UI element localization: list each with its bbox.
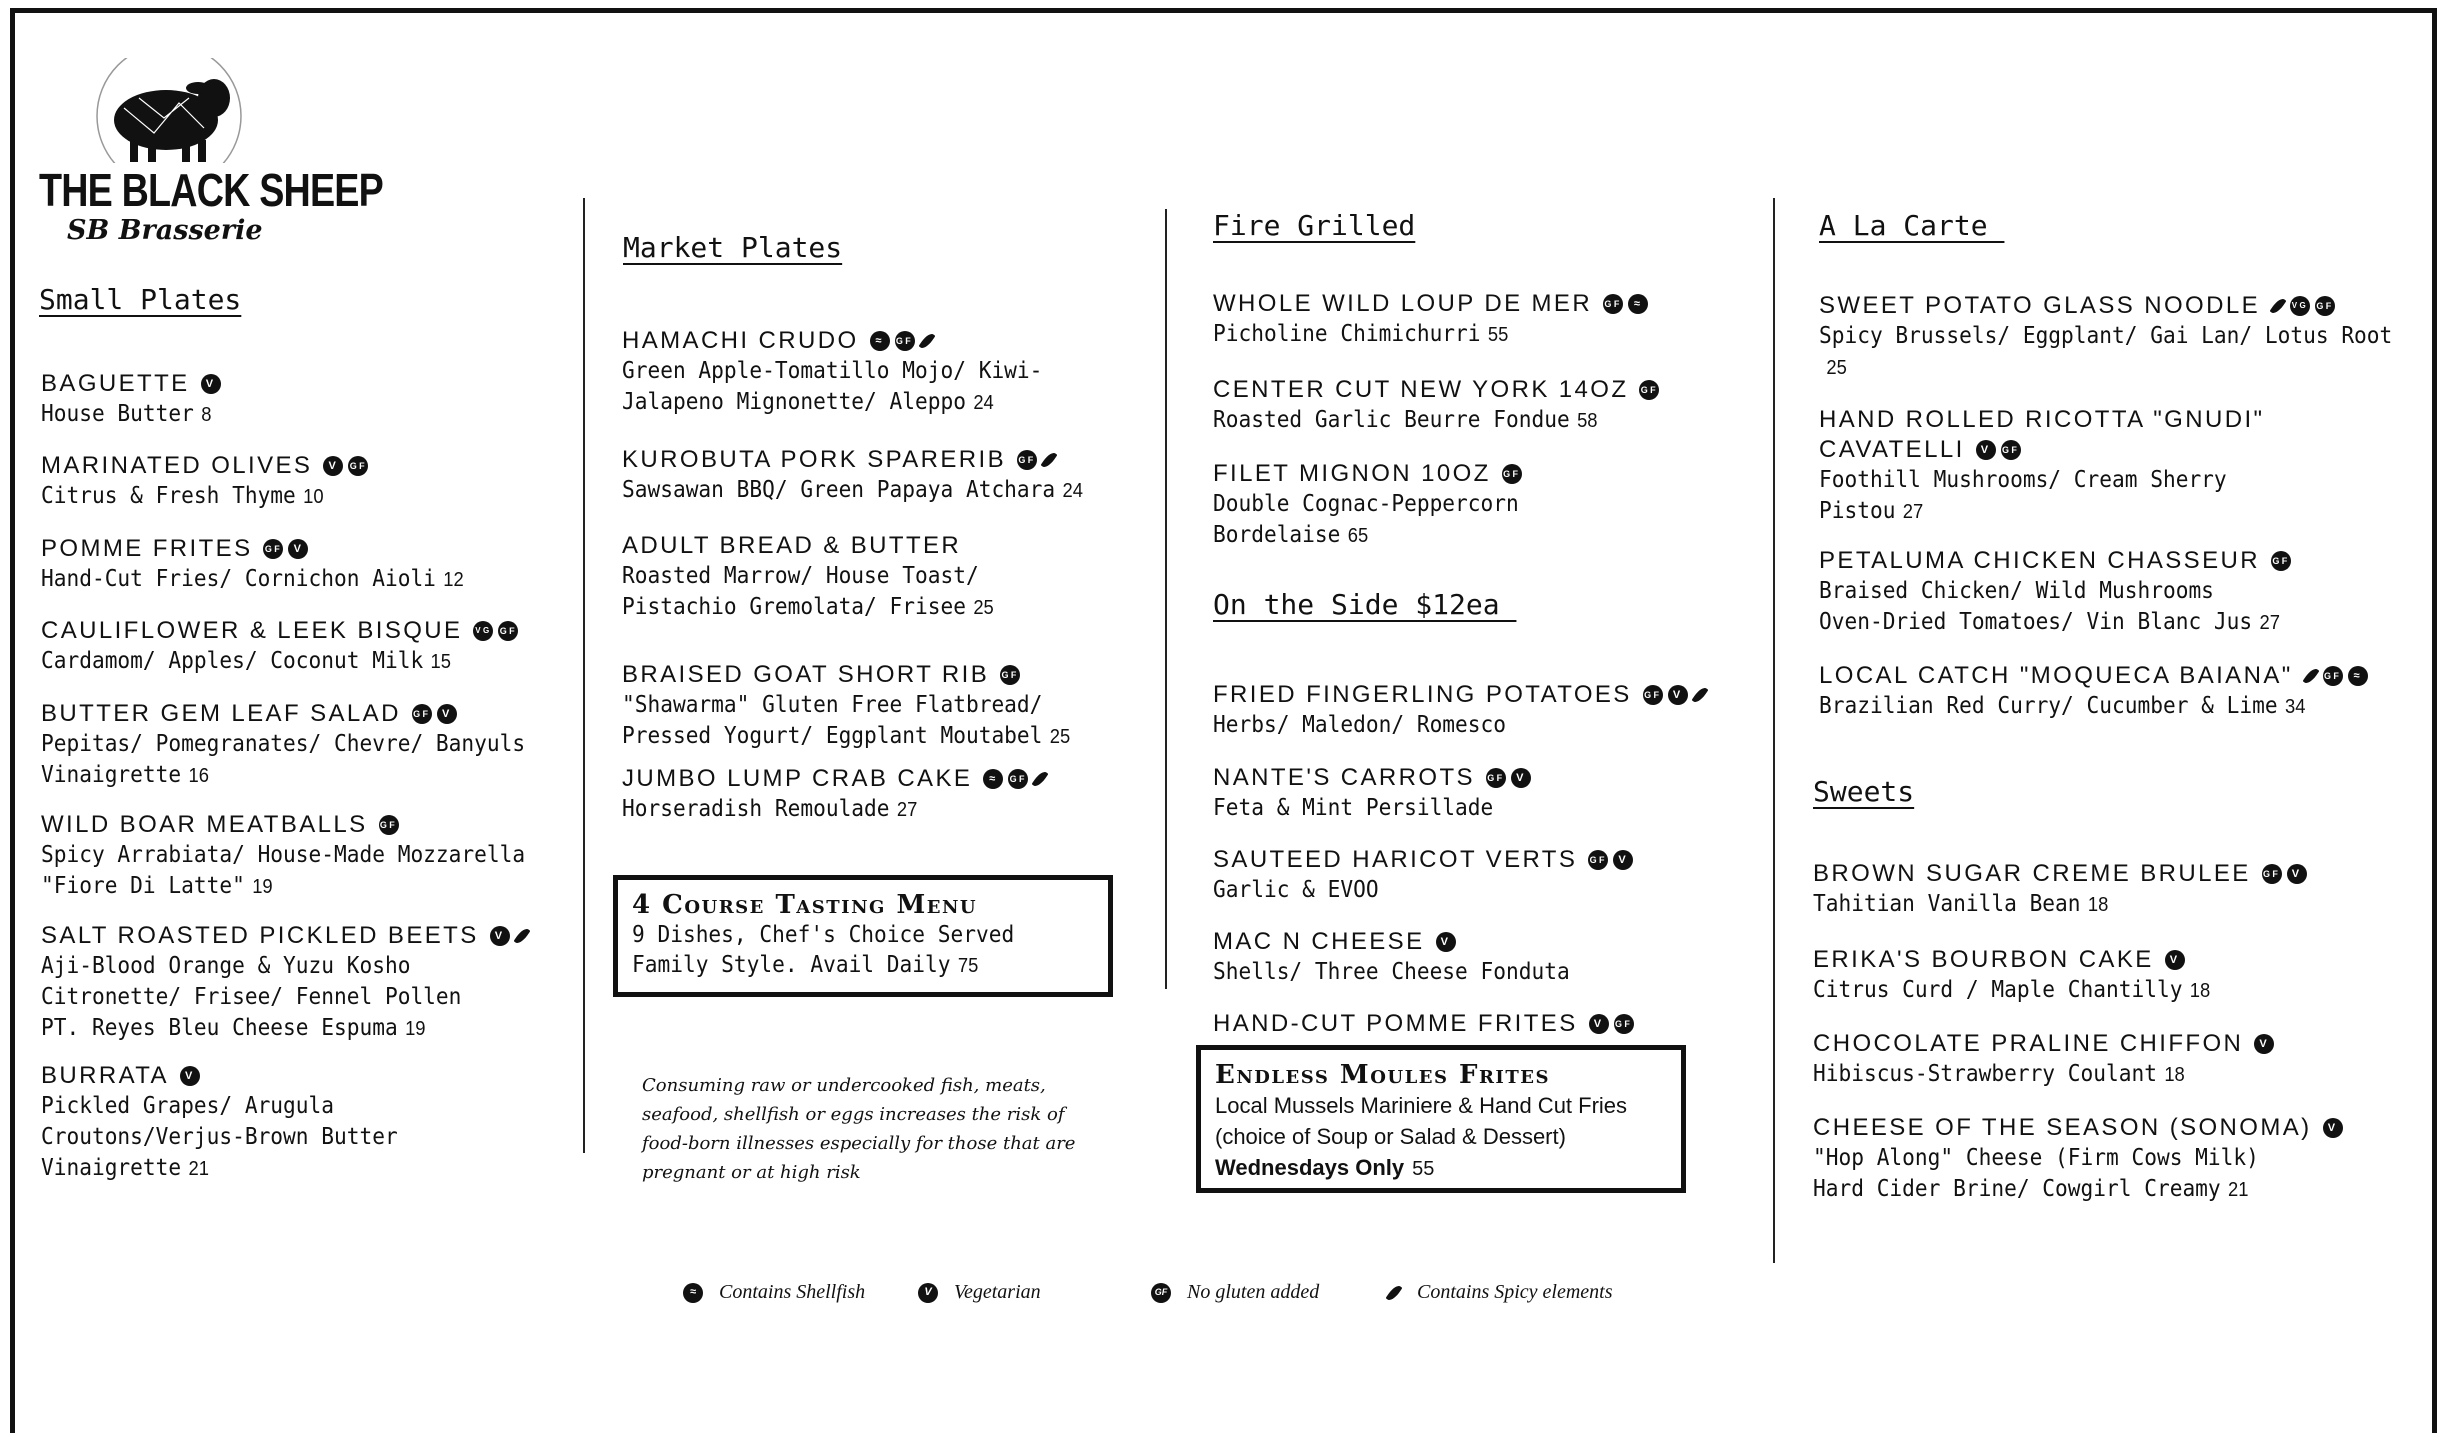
menu-item [1213, 459, 1545, 552]
menu-item-description-text: Roasted Garlic Beurre Fondue [1213, 407, 1570, 433]
menu-item-description-text: Spicy Brussels/ Eggplant/ Gai Lan/ Lotus Root [1819, 323, 2393, 349]
menu-item-price: 25 [973, 597, 994, 619]
menu-item-price: 21 [188, 1158, 209, 1180]
menu-item-name-row [1819, 661, 2368, 691]
menu-item-description [622, 387, 1042, 419]
menu-item [41, 451, 368, 513]
moules-line1: Local Mussels Mariniere & Hand Cut Fries [1215, 1093, 1628, 1118]
menu-item-name-row [622, 326, 1079, 356]
shellfish-icon: ≈ [683, 1283, 703, 1303]
menu-item-name-row [41, 699, 567, 729]
vegetarian-icon: V [323, 456, 343, 476]
menu-item-description-text: Herbs/ Maledon/ Romesco [1213, 712, 1507, 738]
moules-frites-box [1196, 1045, 1686, 1193]
menu-item-name: BURRATA [41, 1062, 169, 1089]
menu-item-description [1213, 710, 1667, 741]
menu-item-description-text: Citrus Curd / Maple Chantilly [1813, 977, 2183, 1003]
menu-item-price: 58 [1577, 410, 1598, 432]
menu-item-description-text: Citronette/ Frisee/ Fennel Pollen [41, 984, 462, 1010]
menu-item-name: CHEESE OF THE SEASON (SONOMA) [1813, 1114, 2312, 1141]
legend-shellfish-label: Contains Shellfish [719, 1281, 866, 1303]
moules-price: 55 [1412, 1158, 1435, 1180]
menu-item-name: BUTTER GEM LEAF SALAD [41, 700, 401, 727]
menu-item-name: ERIKA'S BOURBON CAKE [1813, 946, 2154, 973]
menu-item-price: 27 [2259, 612, 2280, 634]
menu-item-price: 10 [303, 486, 324, 508]
menu-item-description [41, 399, 211, 431]
shellfish-icon: ≈ [983, 769, 1003, 789]
menu-item-name: HAMACHI CRUDO [622, 327, 859, 354]
spicy-icon [918, 331, 935, 350]
menu-item-price: 27 [1902, 501, 1924, 523]
menu-item-description [1819, 607, 2280, 639]
menu-item-description-text: Pressed Yogurt/ Eggplant Moutabel [622, 723, 1043, 749]
menu-item-description [1819, 496, 2234, 528]
menu-item-description [1819, 576, 2280, 607]
menu-item [41, 699, 567, 792]
menu-item [41, 810, 567, 903]
menu-item-name: FILET MIGNON 10OZ [1213, 460, 1491, 487]
menu-item [1819, 291, 2442, 384]
menu-item-description-text: Foothill Mushrooms/ Cream Sherry [1819, 467, 2227, 493]
gluten-free-icon: GF [2323, 666, 2343, 686]
menu-item-description [41, 1122, 398, 1153]
menu-item-name-row [622, 531, 1026, 561]
vegetarian-icon: V [437, 704, 457, 724]
menu-item-name: HAND-CUT POMME FRITES [1213, 1010, 1578, 1037]
vegetarian-icon: V [1589, 1014, 1609, 1034]
menu-item-description [1819, 352, 2392, 384]
menu-item-description-text: "Shawarma" Gluten Free Flatbread/ [622, 692, 1043, 718]
gluten-free-icon: GF [1017, 450, 1037, 470]
menu-item-description-text: Hibiscus-Strawberry Coulant [1813, 1061, 2157, 1087]
menu-item-name: SALT ROASTED PICKLED BEETS [41, 922, 479, 949]
menu-page [10, 8, 2437, 1433]
menu-item-price: 19 [405, 1018, 426, 1040]
menu-item-name-row [1819, 291, 2442, 321]
menu-item-description-text: Green Apple-Tomatillo Mojo/ Kiwi- [622, 358, 1043, 384]
menu-item-description [41, 982, 490, 1013]
gluten-free-icon: GF [1643, 685, 1663, 705]
menu-item [1819, 405, 2270, 528]
vegetarian-icon: V [1976, 440, 1996, 460]
menu-item-description [1213, 319, 1613, 351]
menu-item-description [1819, 321, 2392, 352]
menu-item-name-row [1819, 546, 2320, 576]
menu-item-name-row [1813, 859, 2307, 889]
menu-item-name-row [41, 534, 501, 564]
menu-item-name: SAUTEED HARICOT VERTS [1213, 846, 1578, 873]
menu-item [622, 326, 1079, 419]
menu-item-description-text: Sawsawan BBQ/ Green Papaya Atchara [622, 477, 1056, 503]
menu-item-description [1213, 520, 1519, 552]
restaurant-subtitle: SB Brasserie [67, 215, 263, 246]
gluten-free-icon: GF [1000, 665, 1020, 685]
menu-item-description-text: Bordelaise [1213, 522, 1341, 548]
menu-item-price: 25 [1049, 726, 1071, 748]
menu-item [41, 369, 226, 431]
menu-item-description-text: Horseradish Remoulade [622, 796, 890, 822]
gluten-free-icon: GF [1614, 1014, 1634, 1034]
legend-shellfish [683, 1281, 865, 1304]
menu-item-description [41, 760, 525, 792]
menu-item-description-text: PT. Reyes Bleu Cheese Espuma [41, 1015, 398, 1041]
menu-item-name: LOCAL CATCH "MOQUECA BAIANA" [1819, 662, 2293, 689]
gluten-free-icon: GF [1008, 769, 1028, 789]
moules-frites-title: Endless Moules Frites [1215, 1060, 1550, 1090]
menu-item-price: 18 [2087, 894, 2109, 916]
menu-item-description [1813, 889, 2267, 921]
menu-item-description [41, 481, 342, 513]
menu-item-description [622, 794, 1013, 826]
menu-item [1213, 375, 1659, 437]
menu-item-price: 24 [1062, 480, 1083, 502]
menu-item-name-row [41, 1061, 429, 1091]
menu-item-name: HAND ROLLED RICOTTA "GNUDI" [1819, 406, 2265, 433]
menu-item-description [622, 690, 1070, 721]
menu-item [622, 445, 1123, 507]
menu-item-description [1213, 957, 1570, 988]
menu-item-name: CENTER CUT NEW YORK 14OZ [1213, 376, 1629, 403]
spicy-icon [1041, 450, 1058, 469]
section-title-on-the-side: On the Side $12ea [1213, 588, 1517, 621]
menu-item-description [622, 475, 1083, 507]
menu-item [1213, 763, 1531, 824]
menu-item-name-row [1213, 927, 1601, 957]
menu-item [41, 534, 501, 596]
spicy-icon [1691, 685, 1708, 704]
menu-item-description [1213, 405, 1624, 437]
gluten-free-icon: GF [1486, 768, 1506, 788]
menu-item-description [622, 356, 1042, 387]
menu-item-name: BROWN SUGAR CREME BRULEE [1813, 860, 2251, 887]
menu-item-description [1813, 975, 2210, 1007]
menu-item-description-text: Cardamom/ Apples/ Coconut Milk [41, 648, 424, 674]
menu-item-description [1813, 1059, 2237, 1091]
menu-item-name-row [41, 369, 226, 399]
menu-item [1813, 1029, 2274, 1091]
vegetarian-icon: V [288, 539, 308, 559]
tasting-menu-line2 [632, 950, 1057, 981]
section-title-market-plates: Market Plates [623, 231, 843, 264]
gluten-free-icon: GF [1603, 294, 1623, 314]
menu-item-description [41, 840, 525, 871]
tasting-menu-title: 4 Course Tasting Menu [632, 890, 978, 920]
vegetarian-icon: V [1436, 932, 1456, 952]
menu-item-description-text: Pickled Grapes/ Arugula [41, 1093, 335, 1119]
menu-item-description [41, 1091, 398, 1122]
menu-item-description-text: "Fiore Di Latte" [41, 873, 245, 899]
menu-item-name: CAULIFLOWER & LEEK BISQUE [41, 617, 463, 644]
menu-item [622, 764, 1047, 826]
menu-item-price: 34 [2284, 696, 2306, 718]
menu-item-description [41, 564, 464, 596]
menu-item-description-text: Double Cognac-Peppercorn [1213, 491, 1519, 517]
menu-item-description-text: Brazilian Red Curry/ Cucumber & Lime [1819, 693, 2278, 719]
menu-item-name-row [1813, 1029, 2274, 1059]
spicy-icon [1032, 769, 1049, 788]
moules-day: Wednesdays Only [1215, 1155, 1405, 1180]
vegetarian-icon: V [2323, 1118, 2343, 1138]
menu-item [622, 531, 1026, 624]
menu-item-description-text: Feta & Mint Persillade [1213, 795, 1494, 821]
menu-item-description [1813, 1143, 2300, 1174]
shellfish-icon: ≈ [1628, 294, 1648, 314]
menu-item [1813, 859, 2307, 921]
menu-item-name-row [1213, 459, 1545, 489]
gluten-free-icon: GF [263, 539, 283, 559]
section-title-fire-grilled: Fire Grilled [1213, 209, 1416, 242]
tasting-menu-line2-text: Family Style. Avail Daily [632, 952, 951, 978]
menu-item-description-text: Vinaigrette [41, 762, 182, 788]
column-divider [1165, 209, 1167, 989]
menu-item-price: 25 [1826, 357, 1847, 379]
menu-item-name: MARINATED OLIVES [41, 452, 313, 479]
menu-item-price: 8 [201, 404, 212, 426]
menu-item-name: JUMBO LUMP CRAB CAKE [622, 765, 973, 792]
gluten-free-icon: GF [1588, 850, 1608, 870]
section-title-a-la-carte: A La Carte [1819, 209, 2005, 242]
menu-item-price: 19 [252, 876, 273, 898]
legend-vegetarian-label: Vegetarian [954, 1281, 1041, 1303]
menu-item-name: FRIED FINGERLING POTATOES [1213, 681, 1632, 708]
gluten-free-icon: GF [379, 815, 399, 835]
legend-spicy-label: Contains Spicy elements [1417, 1281, 1613, 1303]
menu-item-description-text: Hand-Cut Fries/ Cornichon Aioli [41, 566, 436, 592]
menu-item-description [622, 561, 994, 592]
tasting-menu-box [613, 875, 1113, 997]
menu-item-description [1213, 489, 1519, 520]
menu-item-description [41, 871, 525, 903]
menu-item-name-row [41, 451, 368, 481]
menu-item-price: 18 [2164, 1064, 2185, 1086]
shellfish-icon: ≈ [2348, 666, 2368, 686]
vegetarian-icon: V [2165, 950, 2185, 970]
menu-item-price: 18 [2189, 980, 2211, 1002]
menu-item-name-row [41, 921, 529, 951]
moules-line3 [1215, 1152, 1667, 1185]
menu-item-name: BAGUETTE [41, 370, 190, 397]
spicy-icon [1386, 1283, 1403, 1302]
menu-item [1213, 845, 1633, 906]
column-divider [583, 198, 585, 1153]
gluten-free-icon: GF [2271, 551, 2291, 571]
menu-item-description [41, 1153, 398, 1185]
menu-item-description-text: Tahitian Vanilla Bean [1813, 891, 2081, 917]
menu-item [1819, 661, 2368, 723]
menu-item [622, 660, 1109, 753]
legend-vegetarian [918, 1281, 1041, 1304]
legend-spicy [1387, 1281, 1613, 1304]
gluten-free-icon: GF [2001, 440, 2021, 460]
menu-item-name-row [622, 764, 1047, 794]
menu-item-name-row [1813, 1113, 2343, 1143]
menu-item-description [41, 951, 490, 982]
menu-item-name: KUROBUTA PORK SPARERIB [622, 446, 1006, 473]
menu-item-price: 16 [188, 765, 209, 787]
menu-item-description [622, 592, 994, 624]
menu-item-description [41, 1013, 490, 1045]
menu-item-description-text: "Hop Along" Cheese (Firm Cows Milk) [1813, 1145, 2259, 1171]
gluten-free-icon: GF [1502, 464, 1522, 484]
gluten-free-icon: GF [348, 456, 368, 476]
menu-item-name-row [1213, 845, 1633, 875]
menu-item-description [1813, 1174, 2300, 1206]
gluten-free-icon: GF [412, 704, 432, 724]
menu-item-name-row [1213, 1009, 1634, 1039]
menu-item [1213, 927, 1601, 988]
menu-item-description-text: Aji-Blood Orange & Yuzu Kosho [41, 953, 411, 979]
menu-item-name: SWEET POTATO GLASS NOODLE [1819, 292, 2260, 319]
menu-item-name-row [1819, 435, 2270, 465]
spicy-icon [2302, 666, 2319, 685]
tasting-menu-price: 75 [957, 955, 979, 977]
tasting-menu-line1: 9 Dishes, Chef's Choice Served [632, 922, 1015, 948]
menu-item-description [1819, 465, 2234, 496]
menu-item-name: WHOLE WILD LOUP DE MER [1213, 290, 1593, 317]
sheep-icon [94, 58, 244, 163]
vegetarian-icon: V [918, 1283, 938, 1303]
menu-item-name-row [1813, 945, 2245, 975]
section-title-sweets: Sweets [1813, 775, 1915, 808]
menu-item-description-text: Braised Chicken/ Wild Mushrooms [1819, 578, 2214, 604]
gluten-free-icon: GF [895, 331, 915, 351]
menu-item [1819, 546, 2320, 639]
menu-item-name: POMME FRITES [41, 535, 253, 562]
legend-gluten-label: No gluten added [1187, 1281, 1320, 1303]
menu-item-name-row [622, 445, 1123, 475]
vegetarian-icon: V [180, 1066, 200, 1086]
vegetarian-icon: V [1668, 685, 1688, 705]
menu-item-description-text: Citrus & Fresh Thyme [41, 483, 296, 509]
menu-item-name-cont: CAVATELLI [1819, 436, 1965, 463]
menu-item-description-text: Oven-Dried Tomatoes/ Vin Blanc Jus [1819, 609, 2253, 635]
menu-item-name: BRAISED GOAT SHORT RIB [622, 661, 990, 688]
menu-item-name-row [1213, 680, 1707, 710]
menu-item-description-text: Vinaigrette [41, 1155, 182, 1181]
vegetarian-icon: V [1613, 850, 1633, 870]
moules-line2: (choice of Soup or Salad & Dessert) [1215, 1124, 1566, 1149]
column-divider [1773, 198, 1775, 1263]
gluten-free-icon: GF [2262, 864, 2282, 884]
spicy-icon [513, 926, 530, 945]
menu-item-name-row [1819, 405, 2270, 435]
menu-item-description-text: House Butter [41, 401, 194, 427]
menu-item-name: MAC N CHEESE [1213, 928, 1425, 955]
menu-item-name-row [1213, 763, 1531, 793]
menu-item [1213, 1009, 1634, 1039]
menu-item-price: 27 [896, 799, 918, 821]
menu-item-description-text: Jalapeno Mignonette/ Aleppo [622, 389, 966, 415]
menu-item [1213, 289, 1648, 351]
shellfish-icon: ≈ [870, 331, 890, 351]
menu-item-description-text: Garlic & EVOO [1213, 877, 1379, 903]
menu-item-name: CHOCOLATE PRALINE CHIFFON [1813, 1030, 2244, 1057]
menu-item-name-row [622, 660, 1109, 690]
menu-item-description [1819, 691, 2324, 723]
menu-item-description [1213, 875, 1600, 906]
gluten-free-icon: GF [498, 621, 518, 641]
vegetarian-icon: V [2287, 864, 2307, 884]
menu-item-description-text: Croutons/Verjus-Brown Butter [41, 1124, 398, 1150]
menu-item-description-text: Roasted Marrow/ House Toast/ [622, 563, 979, 589]
menu-item-description-text: Shells/ Three Cheese Fonduta [1213, 959, 1570, 985]
menu-item-description-text: Pistou [1819, 498, 1896, 524]
menu-item-price: 12 [443, 569, 464, 591]
gluten-free-icon: GF [1639, 380, 1659, 400]
menu-item [41, 616, 518, 678]
vegan-icon: VG [473, 621, 493, 641]
menu-item-price: 55 [1487, 324, 1509, 346]
menu-item [41, 1061, 429, 1185]
menu-item-price: 65 [1347, 525, 1369, 547]
menu-item [1213, 680, 1707, 741]
menu-item-name-row [1213, 289, 1648, 319]
menu-item-name: ADULT BREAD & BUTTER [622, 532, 962, 559]
gluten-free-icon: GF [1151, 1283, 1171, 1303]
menu-item-name: PETALUMA CHICKEN CHASSEUR [1819, 547, 2260, 574]
vegetarian-icon: V [1511, 768, 1531, 788]
gluten-free-icon: GF [2315, 296, 2335, 316]
menu-item-price: 21 [2228, 1179, 2249, 1201]
vegetarian-icon: V [201, 374, 221, 394]
menu-item-description-text: Hard Cider Brine/ Cowgirl Creamy [1813, 1176, 2221, 1202]
menu-item-description [622, 721, 1070, 753]
menu-item [41, 921, 529, 1045]
vegetarian-icon: V [2254, 1034, 2274, 1054]
menu-item-name-row [41, 810, 567, 840]
vegetarian-icon: V [490, 926, 510, 946]
menu-item-price: 24 [973, 392, 994, 414]
menu-item-description [41, 729, 525, 760]
menu-item-name-row [41, 616, 518, 646]
menu-item-name: NANTE'S CARROTS [1213, 764, 1475, 791]
menu-item-price: 15 [430, 651, 452, 673]
logo [39, 58, 383, 253]
menu-item-description [1213, 793, 1506, 824]
menu-item-name-row [1213, 375, 1659, 405]
menu-item [1813, 1113, 2343, 1206]
vegan-icon: VG [2290, 296, 2310, 316]
menu-item-description [41, 646, 480, 678]
section-title-small-plates: Small Plates [39, 283, 242, 316]
food-safety-disclaimer: Consuming raw or undercooked fish, meats, seafood, shellfish or eggs increases the risk of food-born illnesses especially for those that are pregnant or at high risk [642, 1075, 1076, 1183]
menu-item-name: WILD BOAR MEATBALLS [41, 811, 368, 838]
menu-item-description-text: Spicy Arrabiata/ House-Made Mozzarella [41, 842, 526, 868]
menu-item-description-text: Pepitas/ Pomegranates/ Chevre/ Banyuls [41, 731, 526, 757]
legend-gluten [1151, 1281, 1319, 1304]
menu-item [1813, 945, 2245, 1007]
restaurant-name: THE BLACK SHEEP [39, 164, 383, 216]
menu-item-description-text: Pistachio Gremolata/ Frisee [622, 594, 966, 620]
spicy-icon [2270, 296, 2287, 315]
menu-item-description-text: Picholine Chimichurri [1213, 321, 1481, 347]
